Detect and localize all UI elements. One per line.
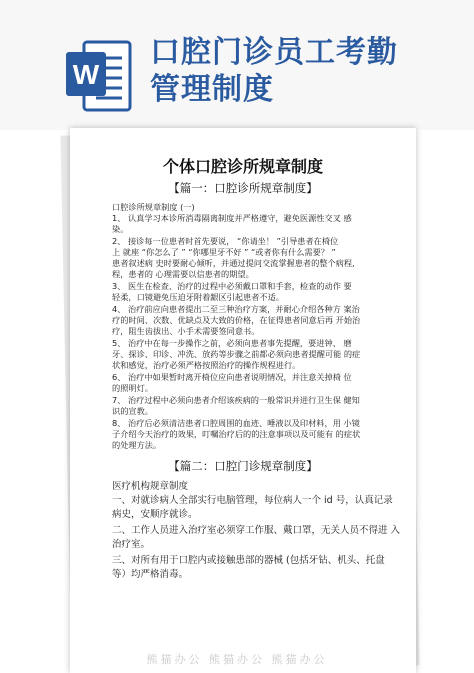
section1-line: 牙、探诊、印诊、冲洗、放药等步骤之前都必须向患者提醒可能 的症 [112, 349, 361, 359]
section2-line: 二、工作人员进入治疗室必须穿工作服、戴口罩，无关人员不得进 入 [112, 525, 401, 536]
section2-line: 等）均严格消毒。 [112, 569, 189, 580]
section1-line: 2、 接诊每一位患者时首先要说， “你请坐！ ”引导患者在椅位 [112, 236, 339, 246]
document-page [70, 128, 416, 673]
document-title: 个体口腔诊所规章制度 [162, 157, 323, 176]
section1-line: 口腔诊所规章制度 (一) [112, 202, 195, 212]
section1-line: 程，患者的 心理需要以信患者的期望。 [112, 269, 254, 279]
section2-line: 一、对就诊病人全部实行电脑管理，每位病人一个 id 号，认真记录 [112, 495, 393, 506]
section1-line: 7、 治疗过程中必须向患者介绍该疾病的一般常识并进行卫生保 健知 [112, 395, 360, 405]
section2-line: 病史，安顺序就诊。 [112, 509, 198, 520]
section1-heading: 【篇一：口腔诊所规章制度】 [168, 181, 318, 195]
section1-line: 识的宣教。 [112, 406, 153, 416]
section1-line: 疗，阻生齿拔出、小手术需要签同意书。 [112, 326, 260, 336]
section1-line: 疗的时间、次数、优缺点及大致的价格，在征得患者同意后再 开始治 [112, 315, 361, 325]
section1-line: 患者叙述病 史时要耐心倾听，并通过提问交流掌握患者的整个病程, [112, 258, 355, 268]
section2-line: 三、对所有用于口腔内或接触患部的器械 (包括牙钻、机头、托盘 [112, 555, 385, 566]
section1-line: 轻柔，口镜避免压迫牙附着龈区引起患者不适。 [112, 292, 284, 302]
section1-line: 染。 [112, 224, 129, 234]
section1-line: 4、 治疗前应向患者提出二至三种治疗方案，并耐心介绍各种方 案治 [112, 304, 360, 314]
section1-line: 的照明灯。 [112, 383, 153, 393]
banner-title: 口腔门诊员工考勤 管理制度 [150, 35, 398, 107]
section1-line: 子介绍今天治疗的效果，叮嘱治疗后的的注意事项以及可能有 的症状 [112, 429, 361, 439]
section2-heading: 【篇二：口腔门诊规章制度】 [168, 459, 318, 473]
section2-line: 治疗室。 [112, 539, 151, 550]
watermark: 熊猫办公 熊猫办公 熊猫办公 [146, 653, 328, 666]
section1-line: 8、 治疗后必须清洁患者口腔周围的血迹、唾液以及印材料，用 小镜 [112, 418, 360, 428]
section1-line: 6、 治疗中如果暂时离开椅位应向患者说明情况，并注意关掉椅 位 [112, 372, 352, 382]
section1-line: 的处理方法。 [112, 440, 162, 450]
section2-line: 医疗机构规章制度 [112, 481, 189, 492]
section1-line: 上 就座 “你怎么了 ” “你哪里牙不好 ” “或者你有什么需要？ ” [112, 247, 336, 257]
word-icon-letter: W [72, 59, 100, 90]
section1-line: 3、 医生在检查、治疗的过程中必须戴口罩和手套，检查的动作 要 [112, 281, 352, 291]
word-document-icon [62, 36, 136, 116]
section1-line: 1、 认真学习本诊所消毒隔离制度并严格遵守，避免医源性交叉 感 [112, 213, 352, 223]
section1-line: 5、 治疗中在每一步操作之前，必须向患者事先提醒，要进钟、 磨 [112, 338, 352, 348]
section1-line: 状和感觉，治疗必须严格按照治疗的操作规程进行。 [112, 360, 301, 370]
